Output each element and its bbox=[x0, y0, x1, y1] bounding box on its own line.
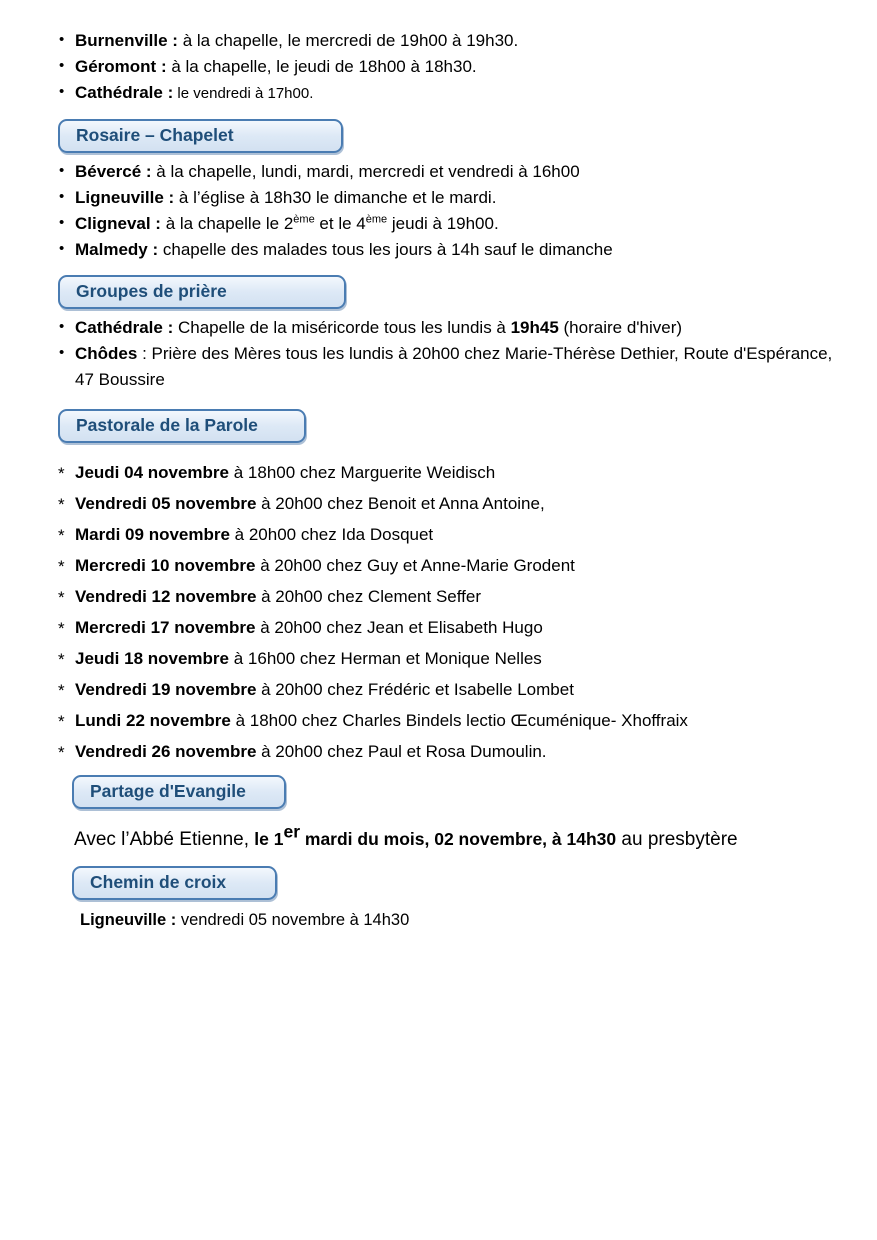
place-label: Bévercé : bbox=[75, 162, 152, 181]
item-text: : Prière des Mères tous les lundis à 20h00 chez Marie-Thérèse Dethier, Route d'Espérance, 47 Boussire bbox=[75, 344, 833, 389]
item-text: à 20h00 chez Clement Seffer bbox=[256, 587, 482, 606]
place-label: Chôdes bbox=[75, 344, 138, 363]
section-header-rosaire bbox=[58, 119, 343, 153]
bullet-icon: • bbox=[59, 240, 65, 257]
section-header-partage bbox=[72, 775, 286, 809]
line-text: Avec l’Abbé Etienne, bbox=[74, 829, 255, 850]
place-label: Malmedy : bbox=[75, 240, 159, 259]
schedule-item bbox=[58, 457, 837, 488]
item-text: jeudi à 19h00. bbox=[387, 214, 499, 233]
bullet-icon: • bbox=[59, 214, 65, 231]
asterisk-icon: * bbox=[58, 526, 65, 545]
place-label: Cligneval : bbox=[75, 214, 161, 233]
section-header-chemin bbox=[72, 866, 277, 900]
date-bold: le 1 bbox=[254, 829, 284, 849]
item-text: et le 4 bbox=[314, 214, 366, 233]
bullet-icon: • bbox=[59, 162, 65, 179]
item-text: à la chapelle, le jeudi de 18h00 à 18h30. bbox=[166, 57, 477, 76]
bullet-icon: • bbox=[59, 31, 65, 48]
date-bold: mardi du mois, 02 novembre, à 14h30 bbox=[300, 829, 617, 849]
bullet-icon: • bbox=[59, 188, 65, 205]
item-text: (horaire d'hiver) bbox=[558, 318, 683, 337]
schedule-item bbox=[58, 736, 837, 767]
schedule-item bbox=[58, 581, 837, 612]
schedule-item bbox=[58, 643, 837, 674]
groupes-list bbox=[58, 315, 837, 393]
schedule-item bbox=[58, 674, 837, 705]
schedule-item bbox=[58, 705, 837, 736]
section-header-pastorale bbox=[58, 409, 306, 443]
item-text: à la chapelle le 2 bbox=[160, 214, 294, 233]
item-text: à 20h00 chez Guy et Anne-Marie Grodent bbox=[255, 556, 575, 575]
list-item bbox=[58, 159, 837, 185]
list-item bbox=[58, 54, 837, 80]
item-text: Chapelle de la miséricorde tous les lundis à bbox=[173, 318, 511, 337]
item-text: à la chapelle, lundi, mardi, mercredi et vendredi à 16h00 bbox=[151, 162, 580, 181]
bullet-icon: • bbox=[59, 318, 65, 335]
date-label: Vendredi 05 novembre bbox=[75, 494, 257, 513]
section-header-groupes bbox=[58, 275, 346, 309]
item-text: à 18h00 chez Marguerite Weidisch bbox=[229, 463, 496, 482]
ordinal-suffix: ème bbox=[365, 213, 388, 226]
date-label: Vendredi 19 novembre bbox=[75, 680, 257, 699]
rosaire-list bbox=[58, 159, 837, 263]
section-title: Partage d'Evangile bbox=[90, 781, 246, 801]
schedule-item bbox=[58, 612, 837, 643]
list-item bbox=[58, 211, 837, 237]
date-label: Vendredi 12 novembre bbox=[75, 587, 257, 606]
asterisk-icon: * bbox=[58, 557, 65, 576]
item-text: à 18h00 chez Charles Bindels lectio Œcuménique- Xhoffraix bbox=[230, 711, 688, 730]
section-title: Pastorale de la Parole bbox=[76, 415, 258, 435]
asterisk-icon: * bbox=[58, 712, 65, 731]
line-text: au presbytère bbox=[616, 829, 738, 850]
chemin-line bbox=[80, 909, 837, 931]
place-label: Burnenville : bbox=[75, 31, 178, 50]
item-text: à la chapelle, le mercredi de 19h00 à 19h30. bbox=[177, 31, 519, 50]
list-item bbox=[58, 341, 837, 393]
place-label: Cathédrale : bbox=[75, 318, 174, 337]
ordinal-suffix: ème bbox=[293, 213, 315, 226]
list-item bbox=[58, 185, 837, 211]
list-item bbox=[58, 28, 837, 54]
item-text: chapelle des malades tous les jours à 14h sauf le dimanche bbox=[158, 240, 613, 259]
list-item bbox=[58, 315, 837, 341]
partage-line bbox=[74, 821, 837, 852]
schedule-item bbox=[58, 550, 837, 581]
date-label: Mercredi 10 novembre bbox=[75, 556, 256, 575]
line-text: vendredi 05 novembre à 14h30 bbox=[176, 911, 410, 929]
asterisk-icon: * bbox=[58, 743, 65, 762]
asterisk-icon: * bbox=[58, 464, 65, 483]
date-label: Mardi 09 novembre bbox=[75, 525, 230, 544]
date-label: Jeudi 18 novembre bbox=[75, 649, 230, 668]
date-label: Mercredi 17 novembre bbox=[75, 618, 256, 637]
place-label: Cathédrale : bbox=[75, 83, 174, 102]
place-label: Géromont : bbox=[75, 57, 167, 76]
schedule-item bbox=[58, 519, 837, 550]
pastorale-schedule-list bbox=[58, 457, 837, 767]
asterisk-icon: * bbox=[58, 619, 65, 638]
time-bold: 19h45 bbox=[510, 318, 559, 337]
asterisk-icon: * bbox=[58, 650, 65, 669]
item-text: à 20h00 chez Ida Dosquet bbox=[229, 525, 434, 544]
bullet-icon: • bbox=[59, 344, 65, 361]
bullet-icon: • bbox=[59, 57, 65, 74]
list-item bbox=[58, 237, 837, 263]
item-text: à 20h00 chez Frédéric et Isabelle Lombet bbox=[256, 680, 574, 699]
bullet-icon: • bbox=[59, 83, 65, 100]
section-title: Chemin de croix bbox=[90, 872, 227, 892]
item-text: à 20h00 chez Jean et Elisabeth Hugo bbox=[255, 618, 543, 637]
asterisk-icon: * bbox=[58, 495, 65, 514]
item-text: à l’église à 18h30 le dimanche et le mardi. bbox=[174, 188, 497, 207]
date-label: Vendredi 26 novembre bbox=[75, 742, 257, 761]
asterisk-icon: * bbox=[58, 681, 65, 700]
date-label: Lundi 22 novembre bbox=[75, 711, 231, 730]
asterisk-icon: * bbox=[58, 588, 65, 607]
place-label: Ligneuville : bbox=[80, 911, 177, 929]
section-title: Groupes de prière bbox=[76, 281, 227, 301]
section-title: Rosaire – Chapelet bbox=[76, 125, 234, 145]
item-text: à 20h00 chez Paul et Rosa Dumoulin. bbox=[256, 742, 547, 761]
place-label: Ligneuville : bbox=[75, 188, 175, 207]
schedule-item bbox=[58, 488, 837, 519]
adoration-list bbox=[58, 28, 837, 107]
item-text: à 20h00 chez Benoit et Anna Antoine, bbox=[256, 494, 545, 513]
list-item bbox=[58, 80, 837, 107]
ordinal-suffix: er bbox=[283, 821, 301, 842]
date-label: Jeudi 04 novembre bbox=[75, 463, 230, 482]
item-text: le vendredi à 17h00. bbox=[173, 85, 314, 102]
item-text: à 16h00 chez Herman et Monique Nelles bbox=[229, 649, 542, 668]
